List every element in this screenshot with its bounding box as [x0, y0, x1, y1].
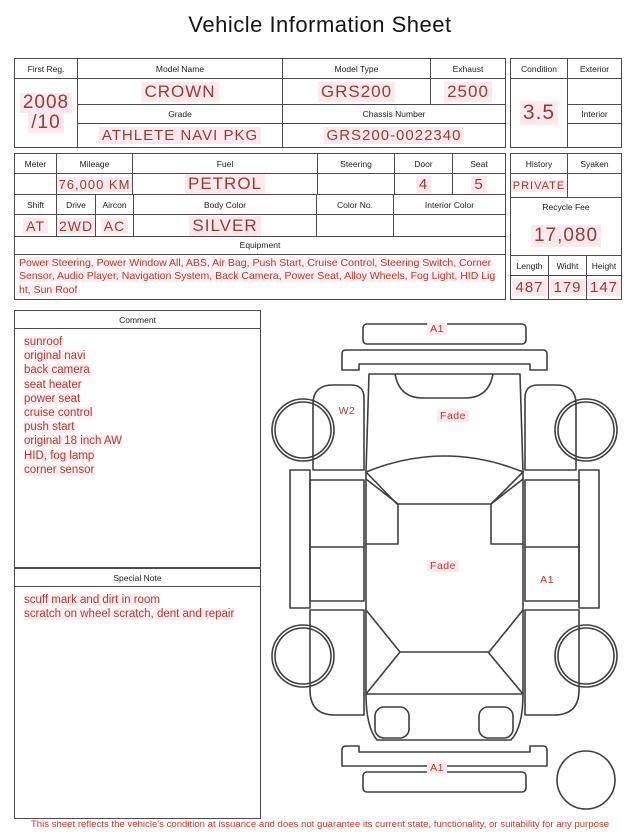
- equipment-label: Equipment: [15, 236, 505, 254]
- steering-value: [317, 173, 394, 194]
- model-name-label: Model Name: [77, 59, 282, 78]
- damage-label-a1-rear: A1: [427, 762, 447, 774]
- meter-value: [15, 173, 56, 194]
- door-value: 4: [394, 173, 452, 194]
- comment-line: push start: [24, 421, 75, 434]
- recycle-fee-value: 17,080: [511, 216, 621, 255]
- condition-label: Condition: [521, 63, 557, 74]
- comment-line: HID, fog lamp: [24, 449, 95, 462]
- comment-line: original 18 inch AW: [24, 435, 123, 448]
- body-color-value: SILVER: [133, 214, 316, 235]
- first-reg-value: [15, 78, 77, 147]
- comment-line: seat heater: [24, 378, 82, 391]
- chassis-number-value: GRS200-0022340: [282, 123, 505, 147]
- exterior-label: Exterior: [567, 59, 621, 78]
- length-label: Length: [516, 260, 543, 271]
- width-label: Widht: [548, 256, 586, 275]
- comment-label: Comment: [15, 311, 260, 329]
- comment-line: power seat: [24, 392, 81, 405]
- damage-label-a1-front: A1: [427, 323, 447, 335]
- exhaust-label: Exhaust: [430, 59, 505, 78]
- grade-label: Grade: [77, 104, 282, 123]
- wheels: [272, 399, 617, 687]
- aircon-value: AC: [95, 214, 133, 235]
- drive-label: Drive: [56, 195, 95, 214]
- special-note-label: Special Note: [15, 569, 260, 587]
- equipment-text: Power Steering, Power Window All, ABS, Air Bag, Push Start, Cruise Control, Steering Switch, Corner Sensor, Audio Player, Navigation System, Back Camera, Power Seat, Alloy Wheels, Fog Light, HID Light, Sun Roof: [15, 254, 505, 300]
- steering-label: Steering: [317, 154, 394, 173]
- comment-line: corner sensor: [24, 463, 95, 476]
- seat-label: Seat: [452, 154, 505, 173]
- model-type-label: Model Type: [282, 59, 430, 78]
- interior-label: Interior: [567, 104, 621, 123]
- left-side-panels: [290, 385, 364, 715]
- damage-label-a1-door: A1: [540, 574, 554, 586]
- exhaust-value: 2500: [430, 78, 505, 104]
- height-label: Height: [586, 256, 621, 275]
- first-reg-label: First Reg.: [27, 63, 65, 74]
- special-note-box: [14, 568, 261, 819]
- comment-box: [14, 310, 261, 568]
- registration-table: [14, 58, 506, 148]
- height-value: 147: [586, 275, 621, 299]
- history-label: History: [525, 158, 553, 169]
- model-name-value: CROWN: [77, 78, 282, 104]
- drive-value: 2WD: [56, 214, 95, 235]
- dimensions-row: [511, 255, 621, 299]
- aircon-label: Aircon: [95, 195, 133, 214]
- details-table: [14, 153, 506, 300]
- page-title: Vehicle Information Sheet: [188, 12, 452, 37]
- right-side-panels: [525, 385, 599, 715]
- body-color-label: Body Color: [133, 195, 316, 214]
- mileage-value: 76,000 KM: [56, 173, 132, 194]
- syaken-label: Syaken: [567, 154, 621, 173]
- spare-tire: [557, 751, 615, 809]
- comment-line: cruise control: [24, 407, 93, 420]
- condition-panel: [510, 58, 622, 148]
- model-type-value: GRS200: [282, 78, 430, 104]
- syaken-value: [567, 173, 621, 197]
- first-reg-month: /10: [28, 113, 63, 133]
- details-row-1: [15, 154, 505, 194]
- exterior-grade: [567, 78, 621, 104]
- disclaimer: This sheet reflects the vehicle's condition at issuance and does not guarantee its current state, functionality, or suitability for any purpose: [30, 819, 610, 830]
- interior-grade: [567, 123, 621, 147]
- grade-value: ATHLETE NAVI PKG: [77, 123, 282, 147]
- interior-color-label: Interior Color: [393, 195, 505, 214]
- rear-window-and-trunk: [366, 652, 523, 740]
- history-panel: [510, 153, 622, 300]
- width-value: 179: [548, 275, 586, 299]
- details-row-2: [15, 194, 505, 235]
- door-label: Door: [394, 154, 452, 173]
- first-reg-year: 2008: [20, 93, 72, 113]
- chassis-number-label: Chassis Number: [282, 104, 505, 123]
- damage-label-fade-roof: Fade: [427, 560, 459, 572]
- fuel-label: Fuel: [132, 154, 317, 173]
- color-no-value: [316, 214, 393, 235]
- seat-value: 5: [452, 173, 505, 194]
- color-no-label: Color No.: [316, 195, 393, 214]
- damage-label-w2-fender: W2: [338, 405, 356, 417]
- damage-label-fade-hood: Fade: [437, 410, 469, 422]
- shift-value: AT: [15, 214, 56, 235]
- special-note-body: [15, 587, 260, 627]
- hood-and-windshield: [366, 374, 523, 504]
- meter-label: Meter: [24, 158, 47, 169]
- comment-line: back camera: [24, 364, 90, 377]
- comment-line: sunroof: [24, 336, 63, 348]
- car-damage-diagram: [265, 308, 640, 813]
- comment-body: [15, 329, 260, 483]
- fuel-value: PETROL: [132, 173, 317, 194]
- interior-color-value: [393, 214, 505, 235]
- shift-label: Shift: [26, 199, 44, 210]
- mileage-label: Mileage: [56, 154, 132, 173]
- history-row: [511, 154, 621, 197]
- roof-sides: [366, 472, 523, 694]
- condition-score: 3.5: [511, 78, 567, 147]
- comment-line: original navi: [24, 350, 86, 363]
- recycle-fee-label: Recycle Fee: [511, 197, 621, 216]
- history-value: PRIVATE: [511, 173, 567, 197]
- length-value: 487: [511, 275, 548, 299]
- special-note-line: scuff mark and dirt in room: [24, 594, 160, 606]
- special-note-line: scratch on wheel scratch, dent and repair: [24, 608, 235, 621]
